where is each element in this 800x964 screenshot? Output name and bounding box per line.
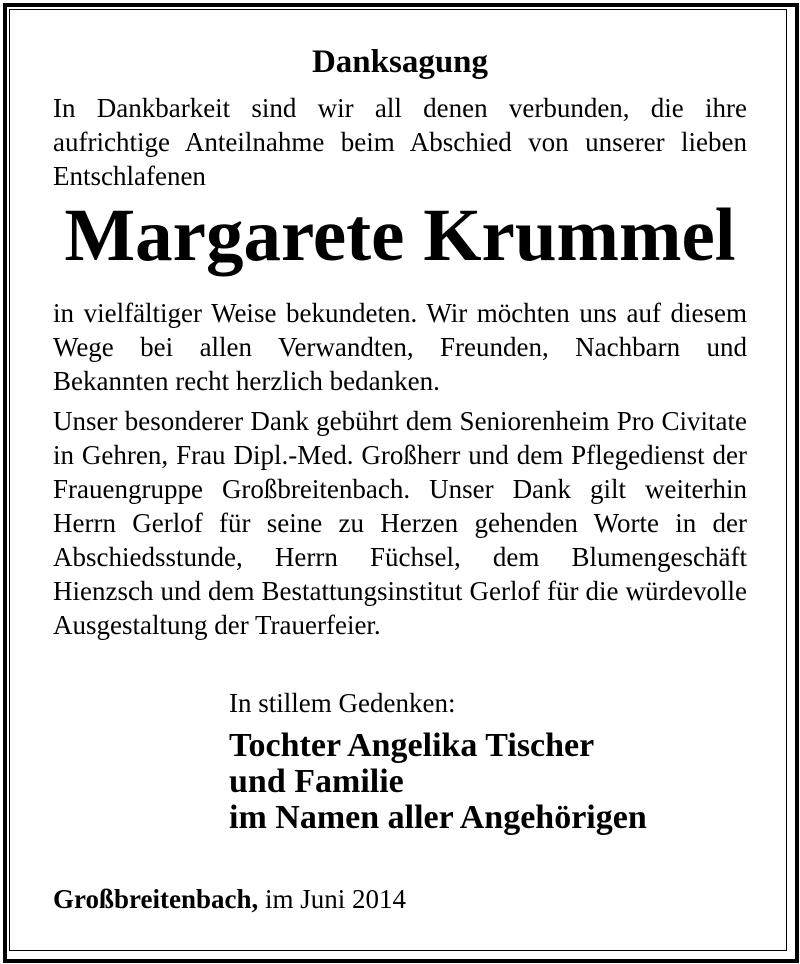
place: Großbreitenbach, — [53, 884, 259, 914]
signature-line: im Namen aller Angehörigen — [229, 799, 647, 836]
deceased-name: Margarete Krummel — [64, 194, 736, 277]
special-thanks-paragraph: Unser besonderer Dank gebührt dem Seniorenheim Pro Civitate in Gehren, Frau Dipl.-Med. Großherr und dem Pflegedienst der Frauengruppe Großbreitenbach. Unser Dank gilt weiterhin Herrn Gerlof für seine zu Herzen gehenden Worte in der Abschiedsstunde, Herrn Füchsel, dem Blumengeschäft Hienzsch und dem Bestattungsinstitut Gerlof für die würdevolle Ausgestaltung der Trauerfeier. — [53, 406, 747, 640]
intro-paragraph: In Dankbarkeit sind wir all denen verbunden, die ihre aufrichtige Anteilnahme beim Abschied von unserer lieben Entschlafenen — [53, 93, 747, 191]
date: im Juni 2014 — [258, 884, 407, 914]
notice-heading: Danksagung — [311, 44, 489, 80]
signature-line: Tochter Angelika Tischer — [229, 727, 595, 764]
signature-line: und Familie — [229, 763, 404, 800]
signature-block — [229, 728, 647, 836]
signature-intro: In stillem Gedenken: — [229, 688, 456, 718]
place-date — [53, 882, 406, 916]
thanks-paragraph: in vielfältiger Weise bekundeten. Wir möchten uns auf diesem Wege bei allen Verwandten, Freunden, Nachbarn und Bekannten recht herzlich bedanken. — [53, 298, 747, 396]
